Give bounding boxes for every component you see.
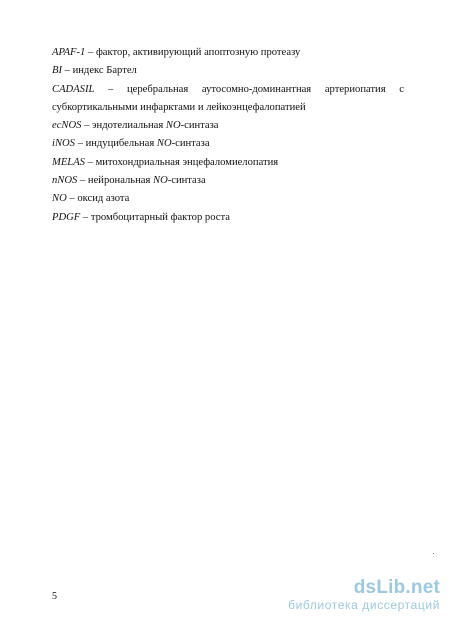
- abbreviation-definition: – нейрональная: [77, 175, 154, 187]
- abbreviation-definition: – тромбоцитарный фактор роста: [80, 211, 230, 223]
- abbreviation-term: CADASIL: [52, 83, 95, 95]
- inline-abbreviation: NO: [165, 120, 181, 132]
- abbreviation-term: ecNOS: [52, 120, 82, 132]
- abbreviation-entry-inos: [52, 135, 404, 153]
- abbreviation-definition-continuation: субкортикальными инфарктами и лейкоэнцефалопатией: [52, 101, 306, 113]
- definition-word: артериопатия: [324, 83, 386, 95]
- abbreviation-term: APAF-1: [52, 47, 86, 58]
- abbreviation-definition: – фактор, активирующий апоптозную протеазу: [85, 47, 301, 58]
- abbreviation-term: BI: [52, 65, 62, 77]
- abbreviation-definition-suffix: -синтаза: [180, 120, 219, 132]
- abbreviation-definition: – индекс Бартел: [62, 65, 137, 77]
- definition-word: с: [399, 83, 404, 95]
- abbreviation-entry-nnos: [52, 172, 404, 190]
- abbreviation-entry-no: [52, 190, 404, 208]
- definition-word: аутосомно-доминантная: [201, 83, 312, 95]
- abbreviation-term: iNOS: [52, 138, 75, 150]
- abbreviation-definition: – митохондриальная энцефаломиелопатия: [84, 156, 279, 168]
- abbreviation-definition: – эндотелиальная: [81, 120, 166, 132]
- abbreviation-entry-pdgf: [52, 209, 404, 227]
- abbreviation-entry-ecnos: [52, 117, 404, 135]
- abbreviation-term: NO: [52, 193, 67, 205]
- abbreviation-entry-apaf1: [52, 44, 404, 62]
- abbreviation-term: MELAS: [52, 156, 85, 168]
- definition-word: церебральная: [127, 83, 189, 95]
- watermark: [288, 577, 440, 612]
- inline-abbreviation: NO: [153, 175, 168, 187]
- page-number: 5: [52, 591, 57, 602]
- abbreviation-definition-suffix: -синтаза: [167, 175, 206, 187]
- abbreviation-definition: – индуцибельная: [74, 138, 157, 150]
- watermark-logo: dsLib.net: [353, 577, 440, 598]
- abbreviation-list: [52, 44, 404, 227]
- abbreviation-definition-suffix: -синтаза: [171, 138, 210, 150]
- definition-word: –: [108, 83, 114, 95]
- abbreviation-term: nNOS: [52, 175, 78, 187]
- scan-dot: [433, 553, 434, 554]
- abbreviation-term: PDGF: [52, 211, 81, 223]
- abbreviation-definition: – оксид азота: [66, 193, 130, 205]
- abbreviation-entry-melas: [52, 154, 404, 172]
- abbreviation-entry-cadasil: [52, 81, 404, 99]
- abbreviation-entry-bi: [52, 62, 404, 80]
- watermark-subtitle: библиотека диссертаций: [288, 598, 440, 612]
- inline-abbreviation: NO: [156, 138, 172, 150]
